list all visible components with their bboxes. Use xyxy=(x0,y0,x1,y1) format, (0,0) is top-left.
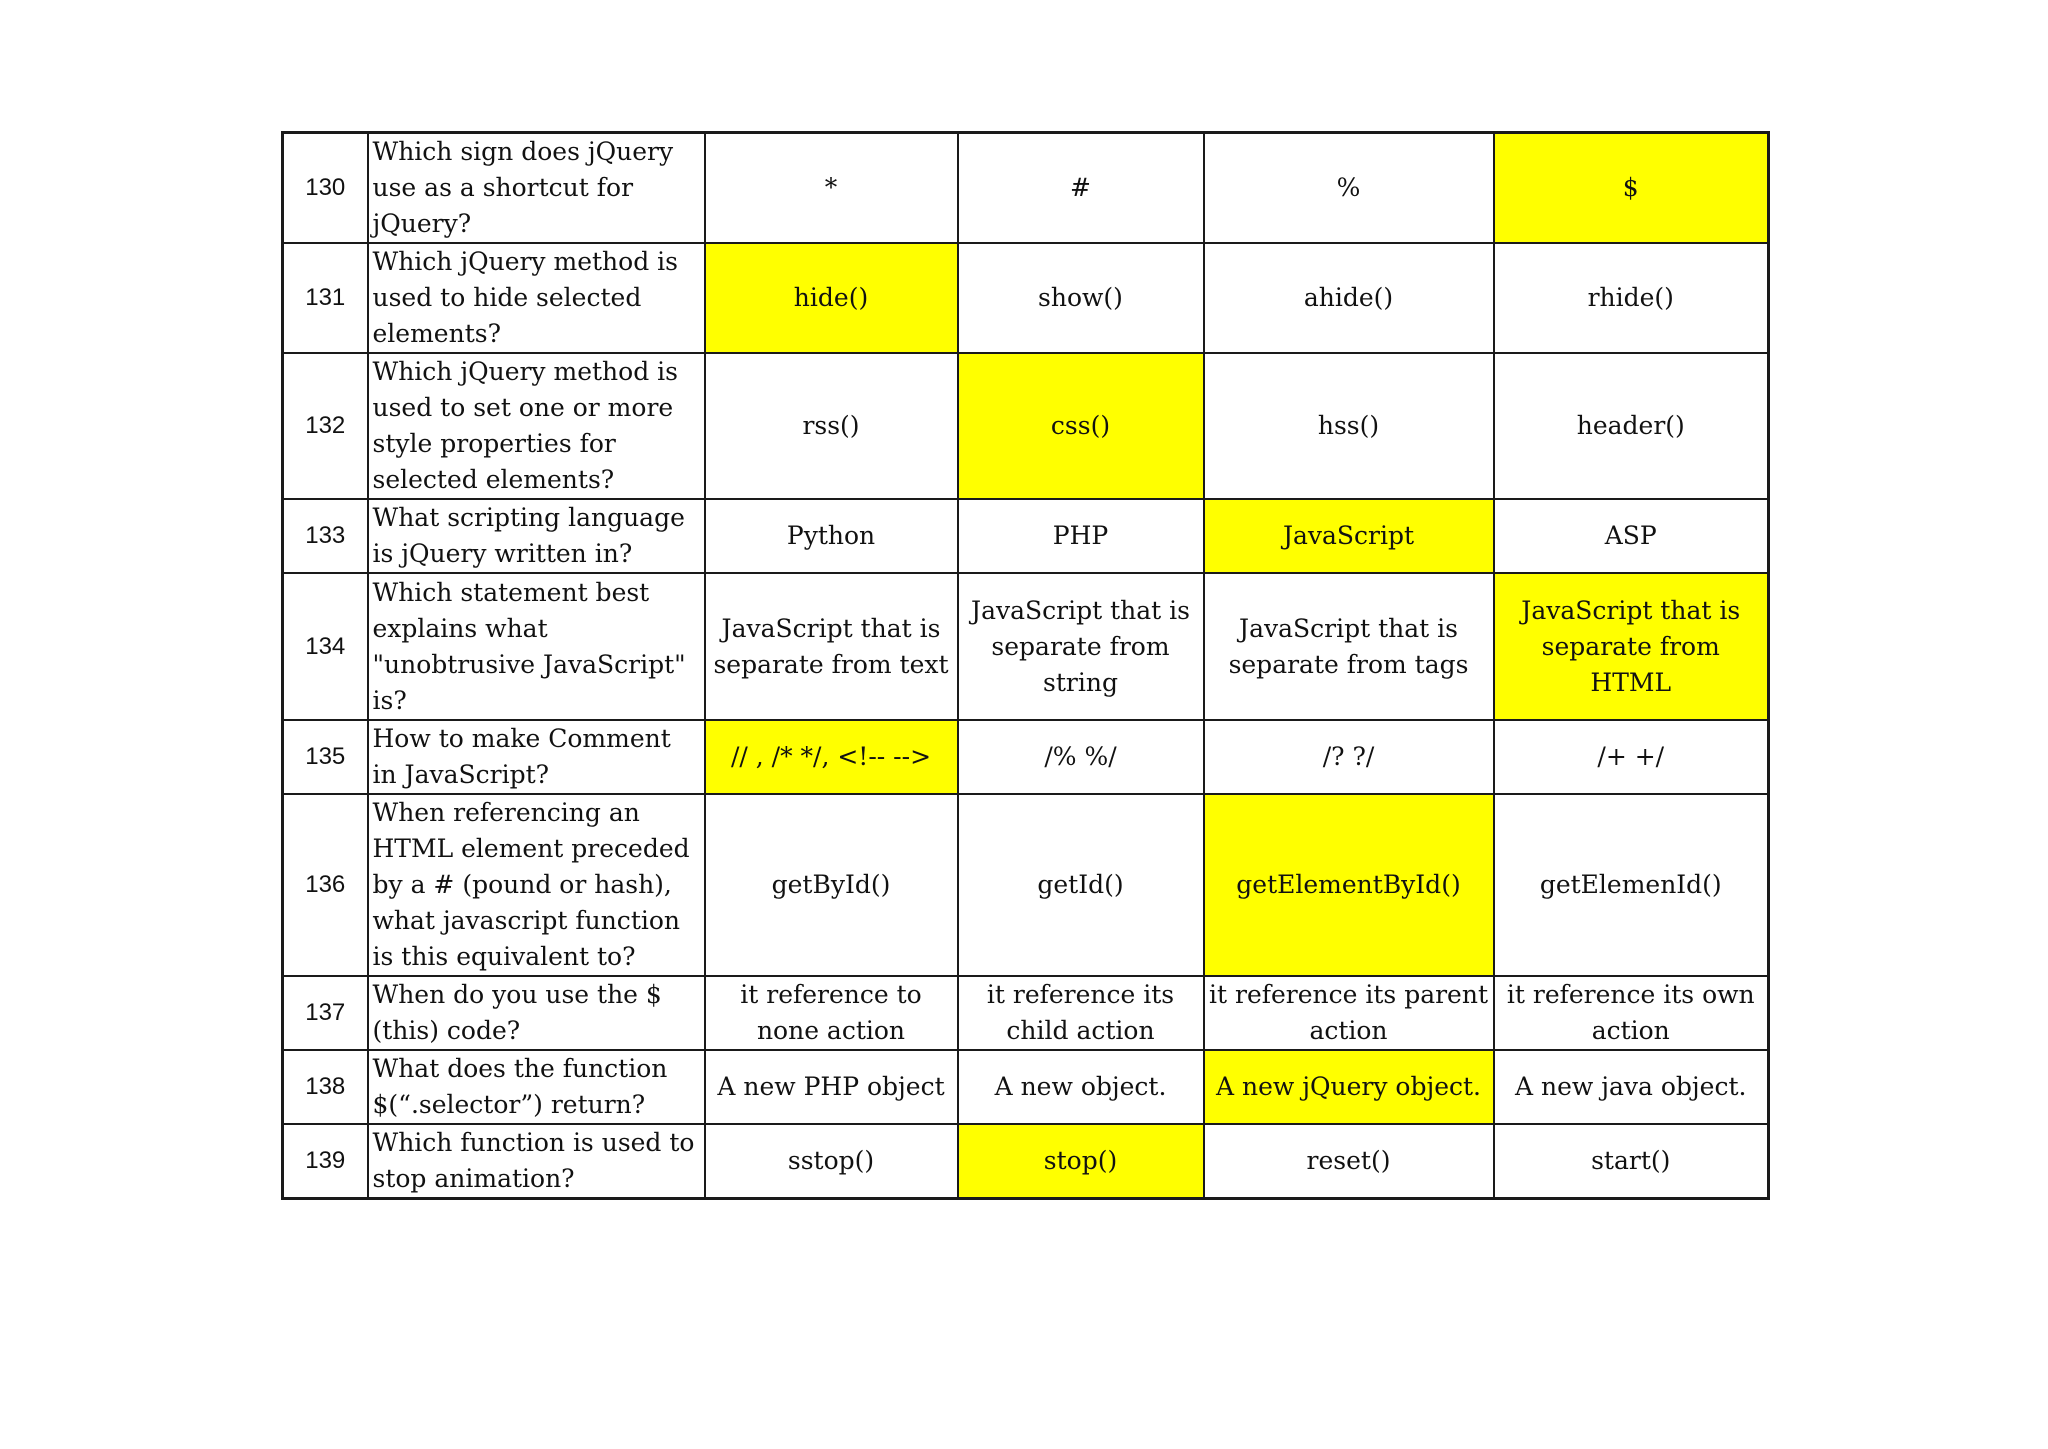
answer-option-4: A new java object. xyxy=(1494,1050,1769,1124)
answer-option-4: ASP xyxy=(1494,499,1769,573)
answer-option-2: show() xyxy=(958,243,1204,353)
question-row xyxy=(283,1050,1769,1124)
question-text: Which jQuery method is used to set one or more style properties for selected elements? xyxy=(368,353,705,499)
question-number: 135 xyxy=(283,720,368,794)
answer-option-4: start() xyxy=(1494,1124,1769,1199)
answer-option-2: stop() xyxy=(958,1124,1204,1199)
question-text: What scripting language is jQuery written in? xyxy=(368,499,705,573)
answer-option-3: reset() xyxy=(1204,1124,1494,1199)
answer-option-1: * xyxy=(705,133,958,244)
question-text: When do you use the $ (this) code? xyxy=(368,976,705,1050)
answer-option-4: it reference its own action xyxy=(1494,976,1769,1050)
answer-option-1: rss() xyxy=(705,353,958,499)
quiz-table xyxy=(281,131,1770,1200)
answer-option-4: /+ +/ xyxy=(1494,720,1769,794)
answer-option-4: header() xyxy=(1494,353,1769,499)
answer-option-1: getById() xyxy=(705,794,958,976)
answer-option-4: JavaScript that is separate from HTML xyxy=(1494,573,1769,720)
answer-option-3: JavaScript that is separate from tags xyxy=(1204,573,1494,720)
answer-option-3: ahide() xyxy=(1204,243,1494,353)
answer-option-2: PHP xyxy=(958,499,1204,573)
question-number: 130 xyxy=(283,133,368,244)
question-row xyxy=(283,353,1769,499)
question-row xyxy=(283,976,1769,1050)
question-row xyxy=(283,573,1769,720)
answer-option-4: $ xyxy=(1494,133,1769,244)
question-row xyxy=(283,794,1769,976)
question-number: 136 xyxy=(283,794,368,976)
question-row xyxy=(283,499,1769,573)
answer-option-3: getElementById() xyxy=(1204,794,1494,976)
answer-option-1: JavaScript that is separate from text xyxy=(705,573,958,720)
question-text: Which jQuery method is used to hide selected elements? xyxy=(368,243,705,353)
answer-option-2: css() xyxy=(958,353,1204,499)
answer-option-2: /% %/ xyxy=(958,720,1204,794)
answer-option-3: it reference its parent action xyxy=(1204,976,1494,1050)
question-number: 131 xyxy=(283,243,368,353)
answer-option-3: hss() xyxy=(1204,353,1494,499)
answer-option-4: getElemenId() xyxy=(1494,794,1769,976)
answer-option-1: it reference to none action xyxy=(705,976,958,1050)
question-text: Which function is used to stop animation? xyxy=(368,1124,705,1199)
answer-option-2: # xyxy=(958,133,1204,244)
answer-option-2: getId() xyxy=(958,794,1204,976)
question-text: When referencing an HTML element preceded by a # (pound or hash), what javascript function is this equivalent to? xyxy=(368,794,705,976)
question-number: 132 xyxy=(283,353,368,499)
question-row xyxy=(283,133,1769,244)
answer-option-1: A new PHP object xyxy=(705,1050,958,1124)
answer-option-1: hide() xyxy=(705,243,958,353)
question-number: 139 xyxy=(283,1124,368,1199)
question-row xyxy=(283,720,1769,794)
answer-option-2: A new object. xyxy=(958,1050,1204,1124)
question-row xyxy=(283,243,1769,353)
question-text: Which sign does jQuery use as a shortcut for jQuery? xyxy=(368,133,705,244)
question-text: Which statement best explains what "unobtrusive JavaScript" is? xyxy=(368,573,705,720)
question-number: 138 xyxy=(283,1050,368,1124)
question-text: What does the function $(“.selector”) return? xyxy=(368,1050,705,1124)
answer-option-3: A new jQuery object. xyxy=(1204,1050,1494,1124)
answer-option-3: /? ?/ xyxy=(1204,720,1494,794)
answer-option-1: Python xyxy=(705,499,958,573)
question-number: 134 xyxy=(283,573,368,720)
answer-option-3: JavaScript xyxy=(1204,499,1494,573)
answer-option-2: JavaScript that is separate from string xyxy=(958,573,1204,720)
answer-option-3: % xyxy=(1204,133,1494,244)
question-number: 133 xyxy=(283,499,368,573)
answer-option-1: sstop() xyxy=(705,1124,958,1199)
answer-option-2: it reference its child action xyxy=(958,976,1204,1050)
question-row xyxy=(283,1124,1769,1199)
answer-option-4: rhide() xyxy=(1494,243,1769,353)
question-number: 137 xyxy=(283,976,368,1050)
question-text: How to make Comment in JavaScript? xyxy=(368,720,705,794)
answer-option-1: // , /* */, <!-- --> xyxy=(705,720,958,794)
